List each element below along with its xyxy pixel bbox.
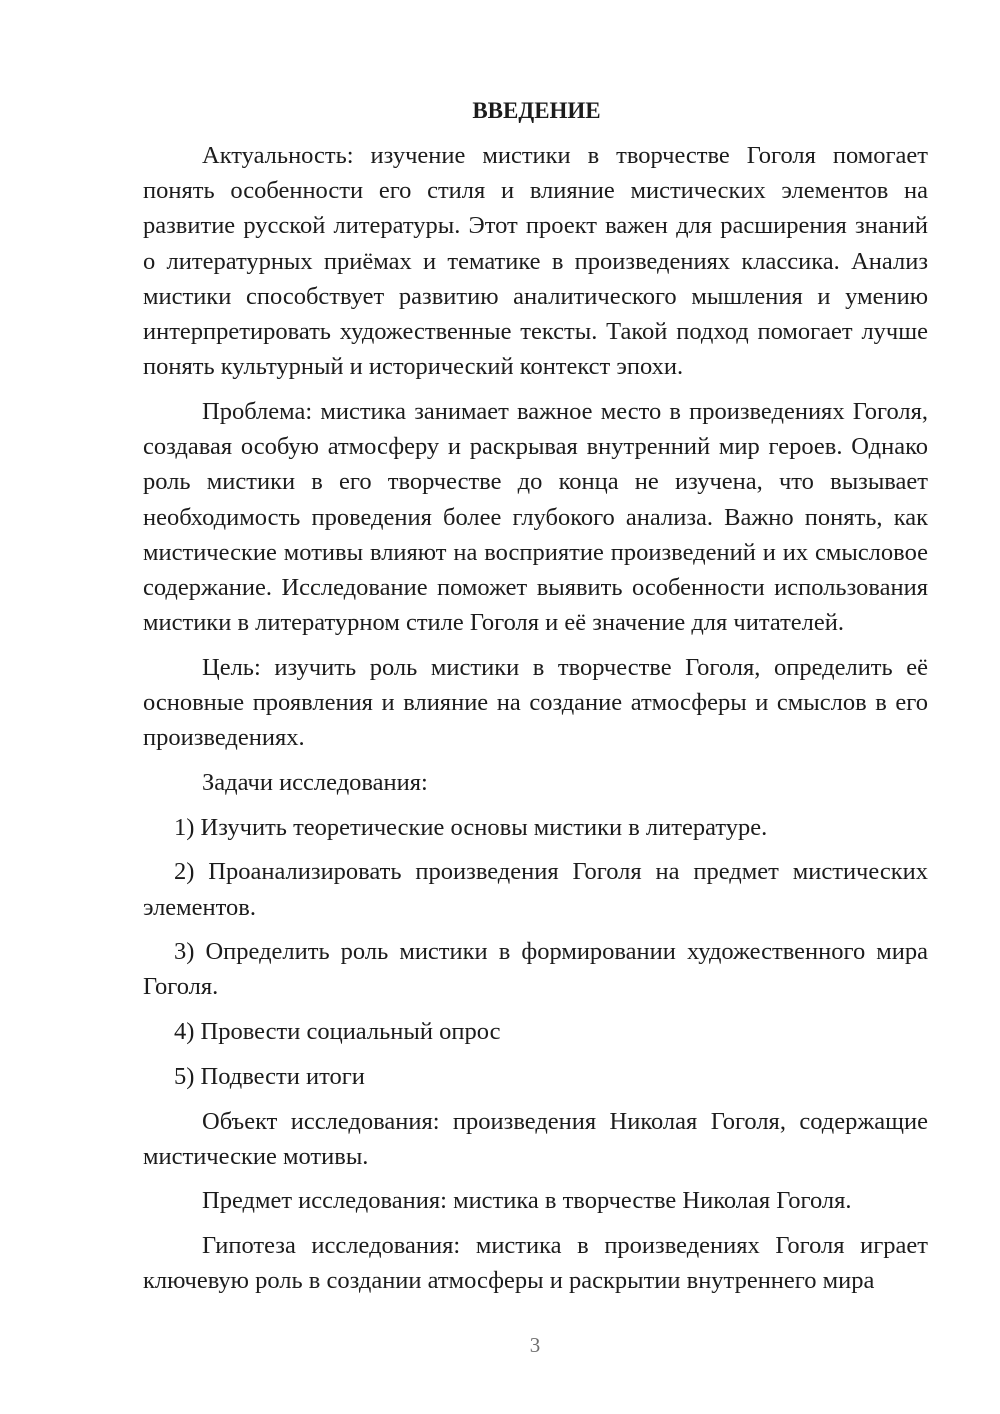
section-heading: ВВЕДЕНИЕ	[472, 98, 601, 123]
problem-paragraph: Проблема: мистика занимает важное место в произведениях Гоголя, создавая особую атмосферу и раскрывая внутренний мир героев. Однако роль мистики в его творчестве до конца не изучена, что вызывает необходимость проведения более глубокого анализа. Важно понять, как мистические мотивы влияют на восприятие произведений и их смысловое содержание. Исследование поможет выявить особенности использования мистики в литературном стиле Гоголя и её значение для читателей.	[143, 397, 928, 637]
page-content	[143, 94, 928, 1299]
list-item: 4) Провести социальный опрос	[174, 1018, 501, 1046]
goal-paragraph: Цель: изучить роль мистики в творчестве Гоголя, определить её основные проявления и влияние на создание атмосферы и смыслов в его произведениях.	[143, 653, 928, 752]
list-item: 5) Подвести итоги	[174, 1062, 365, 1090]
subject-paragraph: Предмет исследования: мистика в творчестве Николая Гоголя.	[202, 1187, 852, 1215]
page-number: 3	[529, 1333, 541, 1357]
list-item: 3) Определить роль мистики в формировании художественного мира Гоголя.	[143, 938, 928, 1001]
list-item: 2) Проанализировать произведения Гоголя на предмет мистических элементов.	[143, 858, 928, 921]
tasks-intro: Задачи исследования:	[202, 768, 428, 796]
relevance-paragraph: Актуальность: изучение мистики в творчестве Гоголя помогает понять особенности его стиля и влияние мистических элементов на развитие русской литературы. Этот проект важен для расширения знаний о литературных приёмах и тематике в произведениях классика. Анализ мистики способствует развитию аналитического мышления и умению интерпретировать художественные тексты. Такой подход помогает лучше понять культурный и исторический контекст эпохи.	[143, 142, 928, 381]
tasks-list	[143, 810, 928, 1094]
hypothesis-paragraph: Гипотеза исследования: мистика в произведениях Гоголя играет ключевую роль в создании атмосферы и раскрытии внутреннего мира	[143, 1232, 928, 1295]
list-item: 1) Изучить теоретические основы мистики в литературе.	[174, 813, 768, 841]
object-paragraph: Объект исследования: произведения Николая Гоголя, содержащие мистические мотивы.	[143, 1107, 928, 1170]
